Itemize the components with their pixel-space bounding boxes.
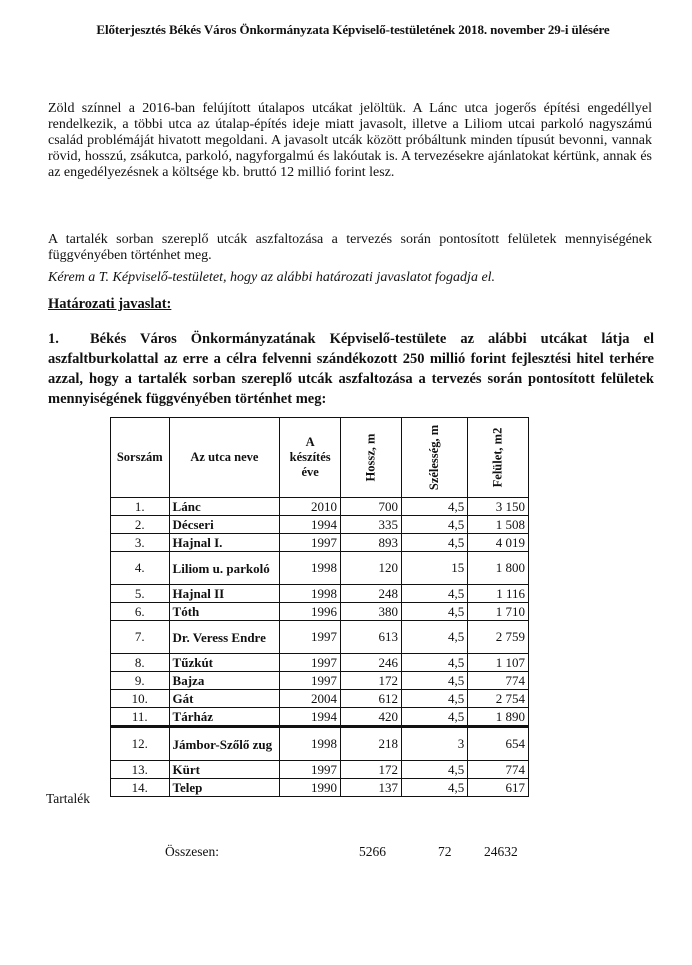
cell-name: Décseri bbox=[169, 516, 280, 534]
cell-width: 4,5 bbox=[401, 672, 467, 690]
reserve-paragraph: A tartalék sorban szereplő utcák aszfaltozása a tervezés során pontosított felületek mennyiségének függvényében történhet meg. bbox=[48, 232, 652, 263]
cell-width: 4,5 bbox=[401, 708, 467, 727]
cell-length: 218 bbox=[341, 727, 402, 761]
cell-area: 2 759 bbox=[468, 621, 529, 654]
cell-area: 1 710 bbox=[468, 603, 529, 621]
cell-year: 2010 bbox=[280, 498, 341, 516]
cell-width: 4,5 bbox=[401, 585, 467, 603]
totals-area: 24632 bbox=[484, 844, 518, 859]
cell-width: 4,5 bbox=[401, 779, 467, 797]
table-row bbox=[111, 516, 529, 534]
cell-num: 10. bbox=[111, 690, 170, 708]
cell-area: 3 150 bbox=[468, 498, 529, 516]
table-row-reserve bbox=[111, 779, 529, 797]
cell-num: 11. bbox=[111, 708, 170, 727]
table-row bbox=[111, 498, 529, 516]
cell-year: 1997 bbox=[280, 672, 341, 690]
cell-width: 4,5 bbox=[401, 534, 467, 552]
cell-num: 12. bbox=[111, 727, 170, 761]
cell-num: 14. bbox=[111, 779, 170, 797]
document-header: Előterjesztés Békés Város Önkormányzata Képviselő-testületének 2018. november 29-i ülésére bbox=[96, 22, 610, 37]
cell-width: 4,5 bbox=[401, 498, 467, 516]
cell-name: Tűzkút bbox=[169, 654, 280, 672]
table-row bbox=[111, 708, 529, 727]
resolution-text bbox=[48, 329, 654, 409]
cell-year: 1990 bbox=[280, 779, 341, 797]
table-row bbox=[111, 585, 529, 603]
cell-width: 4,5 bbox=[401, 516, 467, 534]
cell-area: 774 bbox=[468, 672, 529, 690]
cell-year: 1998 bbox=[280, 585, 341, 603]
cell-name: Hajnal I. bbox=[169, 534, 280, 552]
cell-width: 4,5 bbox=[401, 603, 467, 621]
table-header-row bbox=[111, 418, 529, 498]
cell-area: 654 bbox=[468, 727, 529, 761]
cell-year: 1998 bbox=[280, 552, 341, 585]
cell-area: 4 019 bbox=[468, 534, 529, 552]
cell-length: 246 bbox=[341, 654, 402, 672]
table-row bbox=[111, 672, 529, 690]
cell-num: 2. bbox=[111, 516, 170, 534]
cell-year: 1994 bbox=[280, 708, 341, 727]
cell-area: 774 bbox=[468, 761, 529, 779]
table-row-reserve bbox=[111, 727, 529, 761]
intro-paragraph: Zöld színnel a 2016-ban felújított útalapos utcákat jelöltük. A Lánc utca jogerős építési engedéllyel rendelkezik, a többi utca az útalap-építés ideje miatt javasolt, illetve a Liliom utcai parkoló nagyszámú család problémáját hivatott megoldani. A javasolt utcák között próbáltunk minden típusút bevonni, vannak rövid, hosszú, zsákutca, parkoló, nagyforgalmú és lakóutak is. A tervezésekre ajánlatokat kértünk, annak és az engedélyezésnek a költsége kb. bruttó 12 millió forint lesz. bbox=[48, 101, 652, 180]
cell-name: Tóth bbox=[169, 603, 280, 621]
cell-length: 120 bbox=[341, 552, 402, 585]
cell-length: 137 bbox=[341, 779, 402, 797]
header-length bbox=[341, 418, 402, 498]
cell-length: 380 bbox=[341, 603, 402, 621]
cell-length: 420 bbox=[341, 708, 402, 727]
cell-num: 6. bbox=[111, 603, 170, 621]
cell-name: Kürt bbox=[169, 761, 280, 779]
cell-length: 893 bbox=[341, 534, 402, 552]
cell-year: 1996 bbox=[280, 603, 341, 621]
cell-area: 1 800 bbox=[468, 552, 529, 585]
streets-table bbox=[110, 417, 529, 797]
cell-length: 172 bbox=[341, 761, 402, 779]
header-year-line1: A bbox=[305, 435, 315, 449]
header-area bbox=[468, 418, 529, 498]
cell-length: 612 bbox=[341, 690, 402, 708]
cell-name: Bajza bbox=[169, 672, 280, 690]
header-year bbox=[280, 418, 341, 498]
table-row bbox=[111, 534, 529, 552]
cell-year: 1997 bbox=[280, 761, 341, 779]
cell-year: 1994 bbox=[280, 516, 341, 534]
cell-length: 700 bbox=[341, 498, 402, 516]
cell-area: 1 116 bbox=[468, 585, 529, 603]
cell-name: Jámbor-Szőlő zug bbox=[169, 727, 280, 761]
cell-width: 4,5 bbox=[401, 621, 467, 654]
cell-num: 7. bbox=[111, 621, 170, 654]
request-paragraph: Kérem a T. Képviselő-testületet, hogy az alábbi határozati javaslatot fogadja el. bbox=[48, 270, 496, 285]
cell-area: 1 508 bbox=[468, 516, 529, 534]
resolution-heading: Határozati javaslat: bbox=[48, 296, 172, 312]
cell-name: Telep bbox=[169, 779, 280, 797]
cell-num: 1. bbox=[111, 498, 170, 516]
cell-num: 3. bbox=[111, 534, 170, 552]
cell-width: 4,5 bbox=[401, 761, 467, 779]
table-row-reserve bbox=[111, 761, 529, 779]
table-row bbox=[111, 621, 529, 654]
cell-length: 335 bbox=[341, 516, 402, 534]
cell-width: 4,5 bbox=[401, 690, 467, 708]
cell-num: 13. bbox=[111, 761, 170, 779]
table-row bbox=[111, 552, 529, 585]
header-year-line3: éve bbox=[301, 465, 319, 479]
header-num: Sorszám bbox=[111, 418, 170, 498]
cell-name: Lánc bbox=[169, 498, 280, 516]
cell-num: 8. bbox=[111, 654, 170, 672]
cell-year: 1997 bbox=[280, 621, 341, 654]
cell-year: 1997 bbox=[280, 534, 341, 552]
table-row bbox=[111, 603, 529, 621]
header-area-label: Felület, m2 bbox=[490, 427, 505, 488]
header-year-line2: készítés bbox=[289, 450, 331, 464]
cell-num: 4. bbox=[111, 552, 170, 585]
cell-year: 2004 bbox=[280, 690, 341, 708]
cell-num: 5. bbox=[111, 585, 170, 603]
cell-name: Tárház bbox=[169, 708, 280, 727]
cell-year: 1998 bbox=[280, 727, 341, 761]
header-length-label: Hossz, m bbox=[363, 433, 378, 482]
resolution-number: 1. bbox=[48, 331, 59, 347]
cell-area: 1 107 bbox=[468, 654, 529, 672]
cell-width: 4,5 bbox=[401, 654, 467, 672]
cell-name: Dr. Veress Endre bbox=[169, 621, 280, 654]
totals-width: 72 bbox=[438, 844, 452, 859]
cell-name: Liliom u. parkoló bbox=[169, 552, 280, 585]
cell-length: 613 bbox=[341, 621, 402, 654]
cell-name: Hajnal II bbox=[169, 585, 280, 603]
header-width bbox=[401, 418, 467, 498]
cell-length: 248 bbox=[341, 585, 402, 603]
resolution-body: Békés Város Önkormányzatának Képviselő-testülete az alábbi utcákat látja el aszfaltburkolattal az erre a célra felvenni szándékozott 250 millió forint fejlesztési hitel terhére azzal, hogy a tartalék sorban szereplő utcák aszfaltozása a tervezés során pontosított felületek mennyiségének függvényében történhet meg: bbox=[48, 331, 654, 407]
header-name: Az utca neve bbox=[169, 418, 280, 498]
cell-area: 617 bbox=[468, 779, 529, 797]
cell-width: 15 bbox=[401, 552, 467, 585]
header-width-label: Szélesség, m bbox=[427, 424, 442, 491]
cell-num: 9. bbox=[111, 672, 170, 690]
totals-length: 5266 bbox=[359, 844, 386, 859]
table-row bbox=[111, 654, 529, 672]
reserve-label: Tartalék bbox=[46, 791, 91, 806]
cell-length: 172 bbox=[341, 672, 402, 690]
cell-name: Gát bbox=[169, 690, 280, 708]
totals-label: Összesen: bbox=[165, 844, 219, 859]
cell-area: 2 754 bbox=[468, 690, 529, 708]
cell-width: 3 bbox=[401, 727, 467, 761]
cell-year: 1997 bbox=[280, 654, 341, 672]
cell-area: 1 890 bbox=[468, 708, 529, 727]
table-row bbox=[111, 690, 529, 708]
